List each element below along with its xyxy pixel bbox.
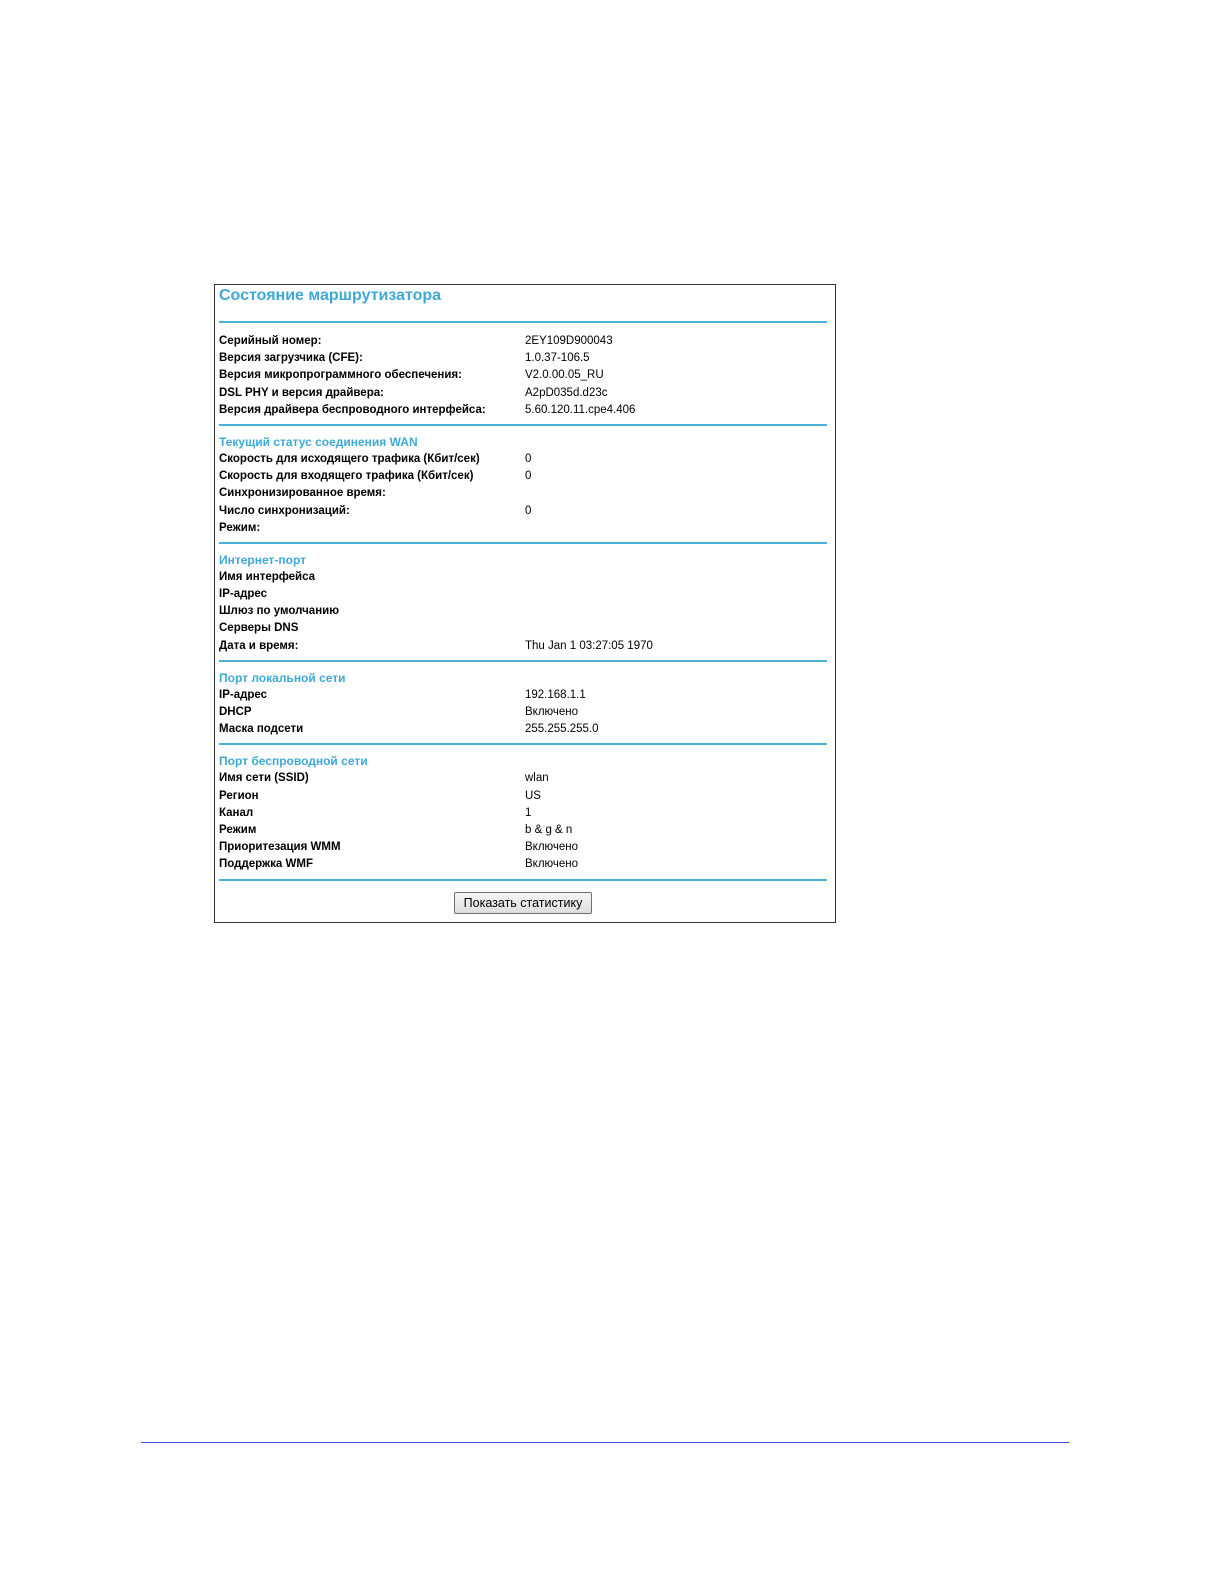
info-row-firmware (219, 367, 827, 384)
page-title: Состояние маршрутизатора (219, 287, 442, 304)
field-label: Поддержка WMF (219, 858, 313, 871)
field-label: Режим (219, 823, 257, 836)
info-row-bootloader (219, 350, 827, 367)
field-label: Имя сети (SSID) (219, 772, 309, 785)
field-label: Регион (219, 789, 259, 802)
field-label: Число синхронизаций: (219, 504, 350, 517)
lan-row-dhcp (219, 704, 827, 721)
router-status-panel (214, 284, 836, 923)
field-value (525, 620, 827, 637)
field-value (525, 586, 827, 603)
field-label: Скорость для исходящего трафика (Кбит/сек) (219, 452, 480, 465)
info-row-dsl-phy (219, 385, 827, 402)
lan-row-ip (219, 687, 827, 704)
field-value: US (525, 789, 541, 802)
field-label: Синхронизированное время: (219, 487, 386, 500)
internet-row-dns (219, 620, 827, 637)
wireless-row-region (219, 788, 827, 805)
field-value: 0 (525, 452, 532, 465)
internet-row-datetime (219, 638, 827, 655)
field-value: 0 (525, 504, 532, 517)
field-label: Канал (219, 806, 254, 819)
wireless-row-ssid (219, 770, 827, 787)
internet-row-ip (219, 586, 827, 603)
wan-row-sync-count (219, 503, 827, 520)
field-label: IP-адрес (219, 688, 268, 701)
field-value (525, 485, 827, 502)
section-title-wan: Текущий статус соединения WAN (219, 434, 418, 449)
field-value (525, 603, 827, 620)
field-value: 1.0.37-106.5 (525, 352, 590, 365)
field-label: Шлюз по умолчанию (219, 605, 340, 618)
field-value: 2EY109D900043 (525, 335, 613, 347)
field-label: Маска подсети (219, 723, 304, 736)
info-row-wireless-driver (219, 402, 827, 419)
wireless-row-wmm (219, 839, 827, 856)
button-bar (219, 881, 827, 914)
section-title-wireless: Порт беспроводной сети (219, 754, 368, 769)
field-label: Дата и время: (219, 639, 299, 652)
section-title-internet: Интернет-порт (219, 552, 307, 567)
field-value: Thu Jan 1 03:27:05 1970 (525, 639, 653, 652)
field-label: Режим: (219, 521, 261, 534)
lan-port-section (219, 662, 827, 744)
field-value: V2.0.00.05_RU (525, 369, 604, 382)
field-value (525, 520, 827, 537)
field-value: 1 (525, 806, 532, 819)
field-value: wlan (525, 772, 549, 785)
wan-status-section (219, 426, 827, 542)
field-label: DSL PHY и версия драйвера: (219, 386, 384, 399)
internet-row-gateway (219, 603, 827, 620)
footer-line (141, 1442, 1069, 1443)
field-label: Имя интерфейса (219, 570, 316, 583)
field-value: b & g & n (525, 823, 573, 836)
field-label: Версия загрузчика (CFE): (219, 352, 363, 365)
wan-row-mode (219, 520, 827, 537)
lan-row-netmask (219, 721, 827, 738)
field-label: IP-адрес (219, 588, 268, 601)
info-row-serial (219, 333, 827, 350)
field-label: Версия драйвера беспроводного интерфейса: (219, 403, 486, 416)
field-label: Приоритезация WMM (219, 841, 341, 854)
field-label: DHCP (219, 706, 252, 718)
wan-row-sync-time (219, 485, 827, 502)
wireless-port-section (219, 745, 827, 878)
field-value: Включено (525, 841, 579, 854)
field-value (525, 569, 827, 586)
wireless-row-wmf (219, 856, 827, 873)
field-value: 0 (525, 470, 532, 483)
wan-row-upstream (219, 451, 827, 468)
field-label: Серийный номер: (219, 335, 322, 347)
field-value: A2pD035d.d23c (525, 386, 608, 399)
field-value: Включено (525, 858, 579, 871)
internet-row-interface (219, 569, 827, 586)
wan-row-downstream (219, 468, 827, 485)
device-info-section (219, 323, 827, 424)
field-value: 192.168.1.1 (525, 688, 586, 701)
internet-port-section (219, 544, 827, 660)
section-title-lan: Порт локальной сети (219, 670, 346, 685)
wireless-row-mode (219, 822, 827, 839)
field-value: Включено (525, 706, 579, 718)
field-label: Серверы DNS (219, 622, 299, 635)
field-label: Скорость для входящего трафика (Кбит/сек) (219, 470, 474, 483)
field-value: 5.60.120.11.cpe4.406 (525, 403, 636, 416)
show-statistics-button[interactable]: Показать статистику (454, 892, 593, 914)
field-value: 255.255.255.0 (525, 723, 599, 736)
field-label: Версия микропрограммного обеспечения: (219, 369, 462, 382)
wireless-row-channel (219, 805, 827, 822)
